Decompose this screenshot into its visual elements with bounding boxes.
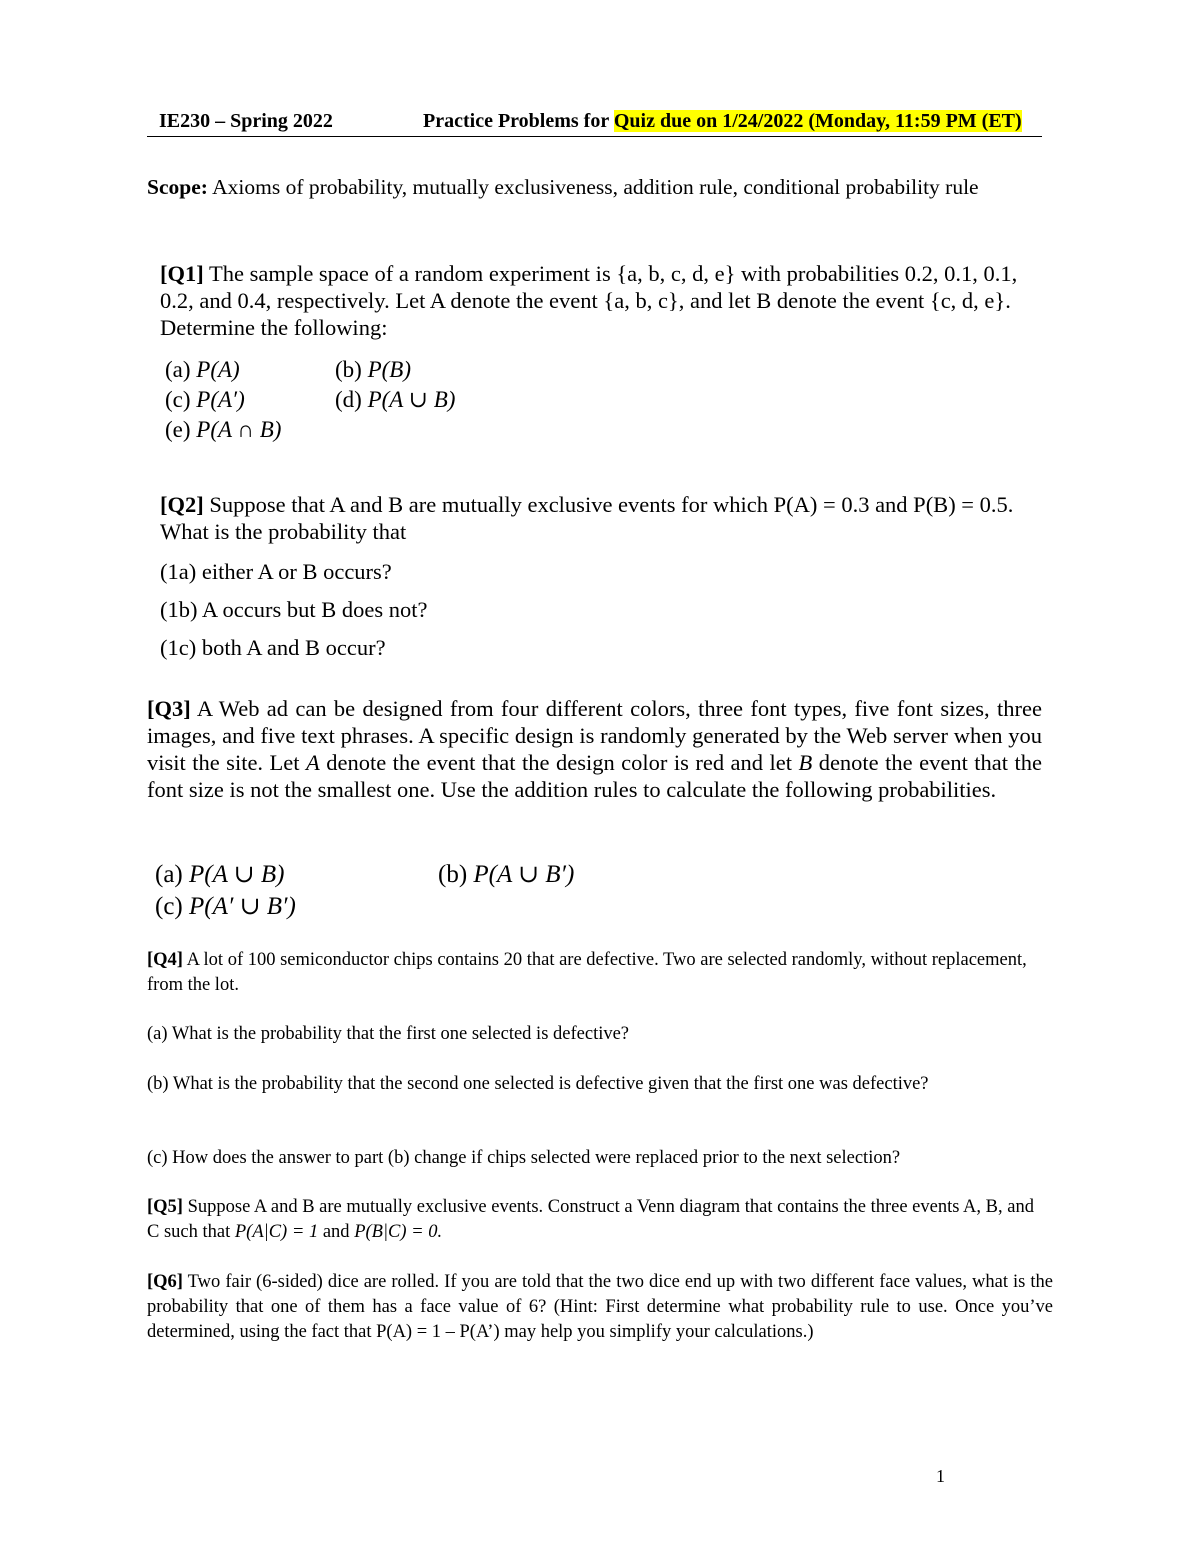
q2-text: Suppose that A and B are mutually exclusive events for which P(A) = 0.3 and P(B) = 0.5. What is the probability that	[160, 492, 1014, 544]
q4-part-a: (a) What is the probability that the first one selected is defective?	[147, 1024, 630, 1044]
page-number: 1	[936, 1466, 945, 1486]
q3-tag: [Q3]	[147, 696, 191, 721]
q4-part-c: (c) How does the answer to part (b) change if chips selected were replaced prior to the next selection?	[147, 1148, 901, 1168]
q3-part-b: (b) P(A ∪ B′)	[438, 861, 575, 888]
scope-paragraph	[147, 174, 1027, 201]
q1-part-b: (b) P(B)	[335, 357, 411, 382]
question-5: [Q5] Suppose A and B are mutually exclusive events. Construct a Venn diagram that contains the three events A, B, and C such that P(A|C) = 1 and P(B|C) = 0.	[147, 1197, 1034, 1242]
q1-part-d: (d) P(A ∪ B)	[335, 387, 456, 412]
q4-text: A lot of 100 semiconductor chips contains 20 that are defective. Two are selected randomly, without replacement, from the lot.	[147, 950, 1027, 995]
q2-part-1a: (1a) either A or B occurs?	[160, 559, 392, 584]
q1-tag: [Q1]	[160, 261, 204, 286]
question-6	[147, 1270, 1053, 1345]
title-prefix: Practice Problems for	[423, 110, 614, 132]
page-header	[147, 108, 1042, 137]
question-4	[147, 948, 1027, 998]
q2-part-1b: (1b) A occurs but B does not?	[160, 597, 428, 622]
document-title	[423, 110, 1022, 133]
q4-tag: [Q4]	[147, 950, 183, 970]
q1-part-a: (a) P(A)	[165, 357, 240, 382]
question-2	[160, 491, 1035, 545]
course-title: IE230 – Spring 2022	[159, 110, 333, 132]
q6-text: Two fair (6-sided) dice are rolled. If you are told that the two dice end up with two different face values, what is the probability that one of them has a face value of 6? (Hint: First determine what probability rule to use. Once you’ve determined, using the fact that P(A) = 1 – P(A’) may help you simplify your calculations.)	[147, 1272, 1053, 1342]
q5-tag: [Q5]	[147, 1197, 183, 1217]
due-date-highlight: Quiz due on 1/24/2022 (Monday, 11:59 PM (ET)	[613, 110, 1022, 132]
q3-part-c: (c) P(A′ ∪ B′)	[155, 893, 296, 920]
scope-label: Scope:	[147, 175, 208, 199]
q4-part-b: (b) What is the probability that the second one selected is defective given that the first one was defective?	[147, 1074, 929, 1094]
q6-tag: [Q6]	[147, 1272, 183, 1292]
question-3: [Q3] A Web ad can be designed from four different colors, three font types, five font sizes, three images, and five text phrases. A specific design is randomly generated by the Web server when you visit the site. Let A denote the event that the design color is red and let B denote the event that the font size is not the smallest one. Use the addition rules to calculate the following probabilities.	[147, 696, 1042, 802]
q2-tag: [Q2]	[160, 492, 204, 517]
q1-part-e: (e) P(A ∩ B)	[165, 417, 282, 442]
q1-part-c: (c) P(A′)	[165, 387, 245, 412]
question-1	[160, 260, 1030, 341]
q1-text: The sample space of a random experiment is {a, b, c, d, e} with probabilities 0.2, 0.1, 0.1, 0.2, and 0.4, respectively. Let A denote the event {a, b, c}, and let B denote the event {c, d, e}. Determine the following:	[160, 261, 1018, 340]
scope-text: Axioms of probability, mutually exclusiveness, addition rule, conditional probability rule	[207, 175, 979, 199]
q3-part-a: (a) P(A ∪ B)	[155, 861, 285, 888]
q2-part-1c: (1c) both A and B occur?	[160, 635, 386, 660]
